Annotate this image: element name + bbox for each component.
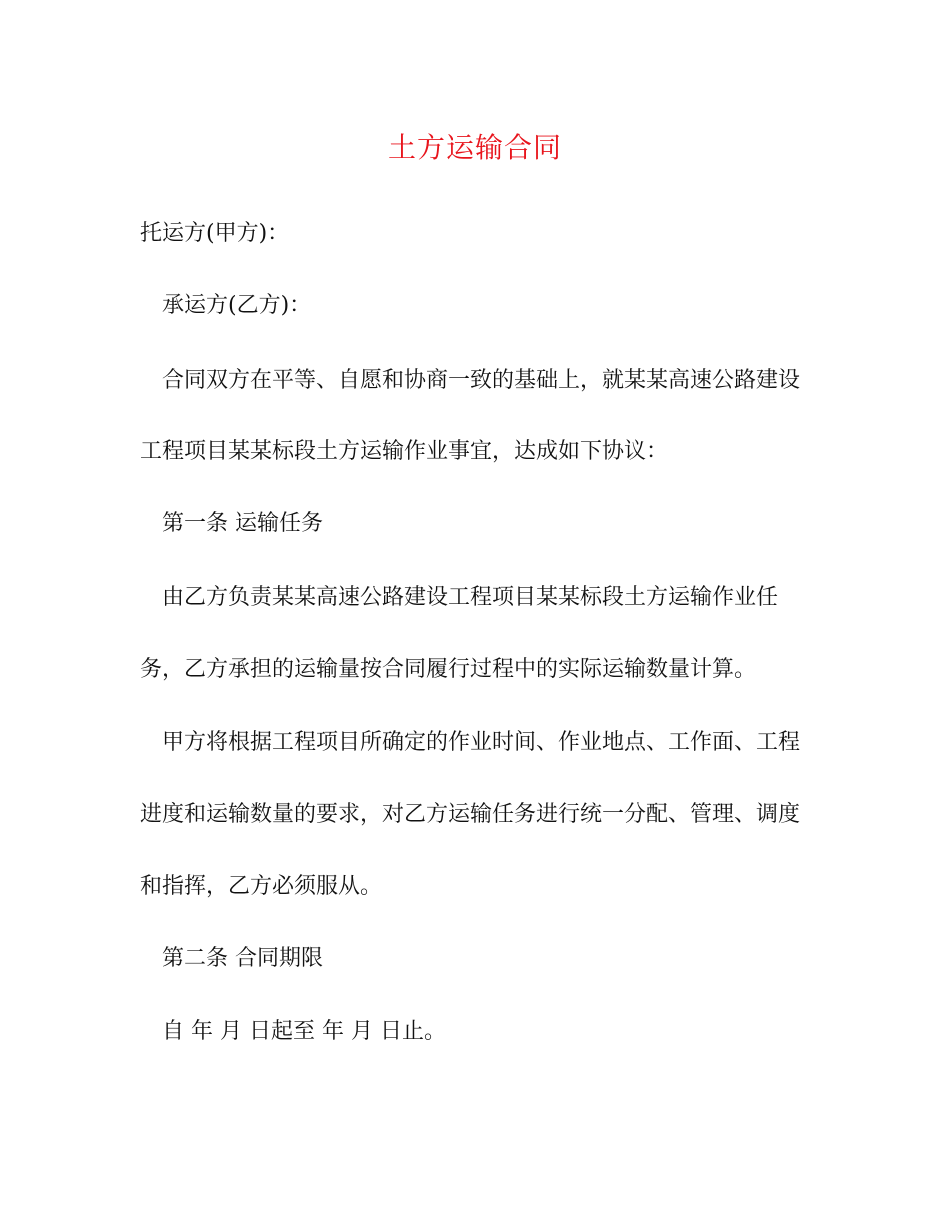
article-1-para-2-line-3: 和指挥，乙方必须服从。 bbox=[140, 874, 383, 899]
article-2-heading: 第二条 合同期限 bbox=[162, 946, 323, 971]
article-1-para-1-line-2: 务，乙方承担的运输量按合同履行过程中的实际运输数量计算。 bbox=[140, 657, 757, 682]
preamble-line-2: 工程项目某某标段土方运输作业事宜，达成如下协议： bbox=[140, 439, 669, 464]
preamble-line-1: 合同双方在平等、自愿和协商一致的基础上，就某某高速公路建设 bbox=[162, 368, 801, 393]
article-2-term-line: 自 年 月 日起至 年 月 日止。 bbox=[162, 1019, 446, 1044]
article-1-para-2-line-1: 甲方将根据工程项目所确定的作业时间、作业地点、工作面、工程 bbox=[162, 730, 801, 755]
article-1-para-1-line-1: 由乙方负责某某高速公路建设工程项目某某标段土方运输作业任 bbox=[162, 585, 779, 610]
party-b-line: 承运方(乙方)： bbox=[162, 293, 312, 318]
document-title: 土方运输合同 bbox=[387, 131, 562, 164]
article-1-para-2-line-2: 进度和运输数量的要求，对乙方运输任务进行统一分配、管理、调度 bbox=[140, 802, 801, 827]
party-a-line: 托运方(甲方)： bbox=[140, 221, 290, 246]
article-1-heading: 第一条 运输任务 bbox=[162, 511, 323, 536]
